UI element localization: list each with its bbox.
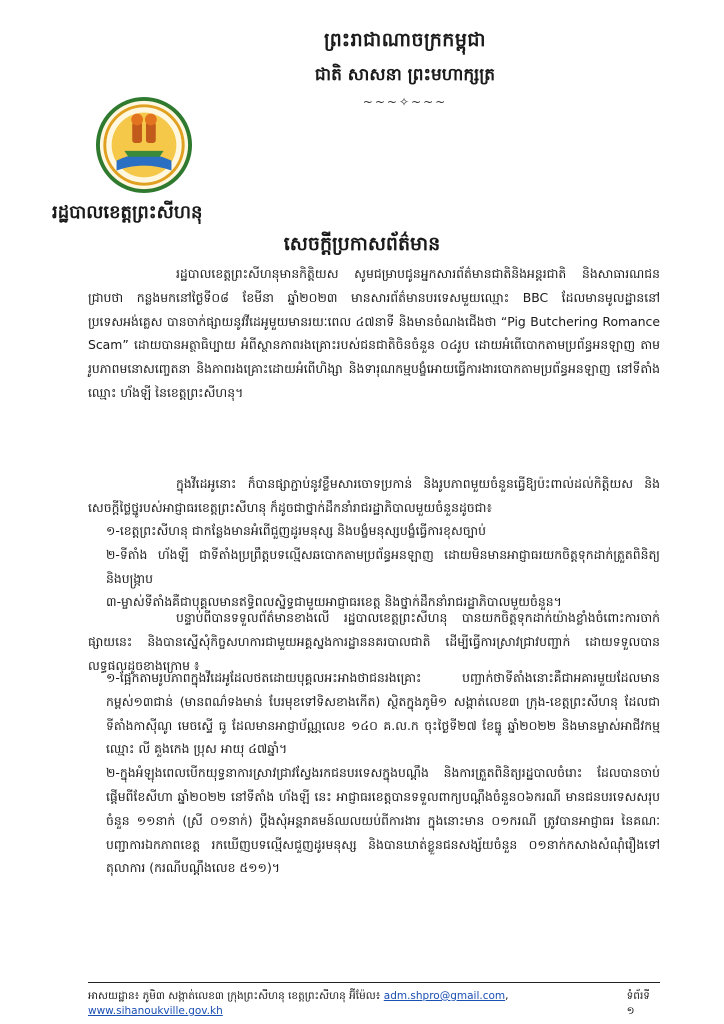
list-item: ២-ក្នុងអំឡុងពេលបើកយុទ្ធនាការស្រាវជ្រាវស្វែងរកជនបរទេសក្នុងបណ្តឹង និងការត្រួតពិនិត្យរដ្ឋបាលចំរោះ ដែលបានចាប់ផ្តើមពីខែសីហា ឆ្នាំ២០២២ នៅទីតាំង ហ័ងឡី នេះ អាជ្ញាធរខេត្តបានទទួលពាក្យបណ្តឹងចំនួន០៦ករណី មានជនបរទេសសរុបចំនួន ១១នាក់ (ស្រី ០១នាក់) ប្តឹងសុំអន្តរាគមន៍ឈលយប់ពីការងារ ក្នុងនោះមាន ០១ករណី ត្រូវបានអាជ្ញាធរ នៃគណៈបញ្ជាការឯកភាពខេត្ត រកឃើញបទល្មើសជួញដូរមនុស្ស និងបានឃាត់ខ្លួនជនសង្ស័យចំនួន ០១នាក់កសាងសំណុំរឿងទៅតុលាការ (ករណីបណ្តឹងលេខ ៥១១)។ xyxy=(106,765,660,876)
document-title: សេចក្តីប្រកាសព័ត៌មាន xyxy=(283,233,441,255)
national-motto: ជាតិ សាសនា ព្រះមហាក្សត្រ xyxy=(314,65,496,85)
provincial-seal-logo xyxy=(95,96,193,194)
kingdom-title: ព្រះរាជាណាចក្រកម្ពុជា xyxy=(324,29,486,51)
email-link[interactable]: adm.shpro@gmail.com xyxy=(383,990,506,1002)
list-item: ១-ខេត្តព្រះសីហនុ ជាកន្លែងមានអំពើជួញដូរមនុស្ស និងបង្ខំមនុស្សបង្ខំធ្វើការខុសច្បាប់ xyxy=(106,523,486,538)
paragraph-intro: រដ្ឋបាលខេត្តព្រះសីហនុមានកិត្តិយស សូមជម្រាបជូនអ្នកសារព័ត៌មានជាតិនិងអន្តរជាតិ និងសាធារណជនជ្រាបថា កន្លងមកនៅថ្ងៃទី០៨ ខែមីនា ឆ្នាំ២០២៣ មានសារព័ត៌មានបរទេសមួយឈ្មោះ BBC ដែលមានមូលដ្ឋាននៅប្រទេសអង់គ្លេស បានចាក់ផ្សាយនូវវីដេអូមួយមានរយៈពេល ៤៧នាទី និងមានចំណងជើងថា “Pig Butchering Romance Scam” ដោយបានអត្ថាធិប្បាយ អំពីស្ថានភាពរងគ្រោះរបស់ជនជាតិចិនចំនួន ០៤រូប ដោយអំពើបោកតាមប្រព័ន្ធអនឡាញ តាមរូបភាពមនោសញ្ចេតនា និងភាពរងគ្រោះដោយអំពើហិង្សា និងទារុណកម្មបង្ខំអោយធ្វើការងារបោកតាមប្រព័ន្ធអនឡាញ នៅទីតាំងឈ្មោះ ហ័ងឡី នៃខេត្តព្រះសីហនុ។ xyxy=(88,266,660,400)
list-item: ២-ទីតាំង ហ័ងឡី ជាទីតាំងប្រព្រឹត្តបទល្មើសឆបោកតាមប្រព័ន្ធអនឡាញ ដោយមិនមានអាជ្ញាធរយកចិត្តទុកដាក់ត្រួតពិនិត្យ និងបង្ក្រាប xyxy=(106,546,660,586)
paragraph-investigation: បន្ទាប់ពីបានទទួលព័ត៌មានខាងលើ រដ្ឋបាលខេត្តព្រះសីហនុ បានយកចិត្តទុកដាក់យ៉ាងខ្លាំងចំពោះការចាក់ផ្សាយនេះ និងបានស្នើសុំកិច្ចសហការជាមួយអគ្គស្នងការដ្ឋាននគរបាលជាតិ ដើម្បីធ្វើការស្រាវជ្រាវបញ្ជាក់ ដោយទទួលបានលទ្ធផលដូចខាងក្រោម ៖ xyxy=(88,610,660,673)
page-number: ទំព័រទី ១ xyxy=(626,990,650,1017)
kingdom-header xyxy=(240,28,570,109)
list-item: ៣-ម្ចាស់ទីតាំងគឺជាបុគ្គលមានឥទ្ធិពលស្និទ្ធជាមួយអាជ្ញាធរខេត្ត និងថ្នាក់ដឹកនាំរាជរដ្ឋាភិបាលមួយចំនួន។ xyxy=(106,594,562,610)
footer-divider xyxy=(88,982,660,983)
page-footer xyxy=(88,990,660,1020)
agency-name: រដ្ឋបាលខេត្តព្រះសីហនុ xyxy=(52,202,203,223)
footer-contact: អាសយដ្ឋាន៖ ភូមិ៣ សង្កាត់លេខ៣ ក្រុងព្រះសីហនុ ខេត្តព្រះសីហនុ អ៊ីម៉ែល៖ adm.shpro@gmail.com, www.sihanoukville.gov.kh xyxy=(88,990,509,1017)
paragraph-allegations: ក្នុងវីដេអូនោះ ក៏បានផ្សាភ្ជាប់នូវខ្លឹមសារចោទប្រកាន់ និងរូបភាពមួយចំនួនធ្វើឱ្យប៉ះពាល់ដល់កិត្តិយស និងសេចក្តីថ្លៃថ្នូរបស់អាជ្ញាធរខេត្តព្រះសីហនុ ក៏ដូចជាថ្នាក់ដឹកនាំរាជរដ្ឋាភិបាលមួយចំនួនដូចជា៖ xyxy=(88,476,660,515)
footer-address: អាសយដ្ឋាន៖ ភូមិ៣ សង្កាត់លេខ៣ ក្រុងព្រះសីហនុ ខេត្តព្រះសីហនុ អ៊ីម៉ែល៖ xyxy=(88,990,381,1002)
list-item: ១-ផ្អែកតាមរូបភាពក្នុងវីដេអូដែលថតដោយបុគ្គលអះអាងថាជនរងគ្រោះ បញ្ជាក់ថាទីតាំងនោះគឺជាអគារមួយដែលមានកម្ពស់១៣ជាន់ (មានពណ៌ទងមាន់ បែរមុខទៅទិសខាងកើត) ស្ថិតក្នុងភូមិ១ សង្កាត់លេខ៣ ក្រុង-ខេត្តព្រះសីហនុ ដែលជាទីតាំងកាស៊ីណូ មេចស្ទើ ធូ ដែលមានអាជ្ញាប័ណ្ណលេខ ១៤០ គ.ល.ក ចុះថ្ងៃទី២៧ ខែធ្នូ ឆ្នាំ២០២២ និងមានម្ចាស់អាជីវកម្មឈ្មោះ លី គួងកេង ប្រុស អាយុ ៤៧ឆ្នាំ។ xyxy=(106,670,660,757)
allegations-list xyxy=(106,519,660,614)
website-link[interactable]: www.sihanoukville.gov.kh xyxy=(88,1005,223,1017)
header-ornament: ~~~✧~~~ xyxy=(362,95,448,109)
findings-list xyxy=(106,666,660,880)
